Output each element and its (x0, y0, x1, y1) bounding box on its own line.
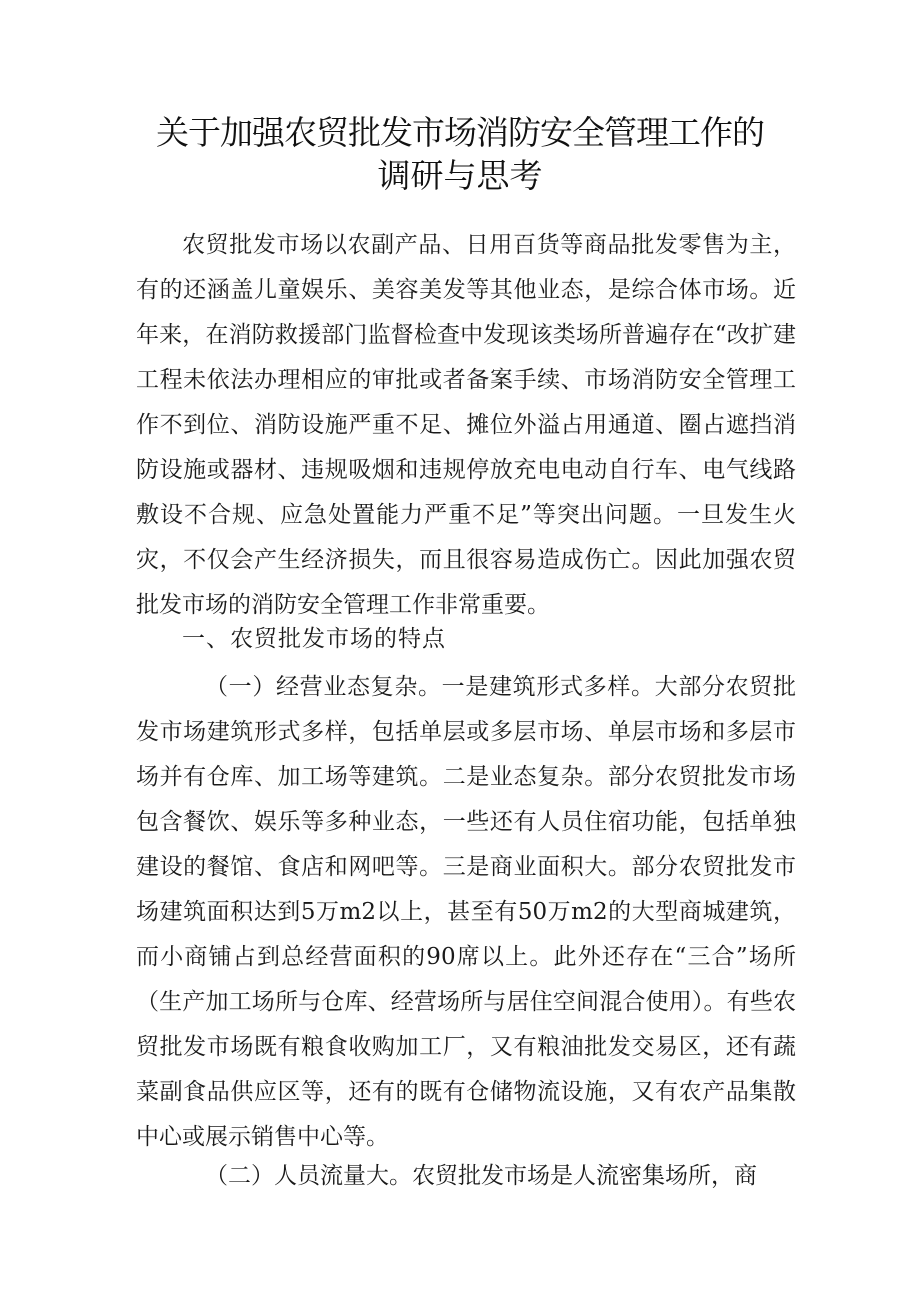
document-title-line-2: 调研与思考 (377, 156, 543, 195)
document-title-line-1: 关于加强农贸批发市场消防安全管理工作的 (156, 113, 764, 152)
body-paragraph-point-2: （二）人员流量大。农贸批发市场是人流密集场所，商 (205, 1163, 757, 1189)
intro-paragraph: 农贸批发市场以农副产品、日用百货等商品批发零售为主，有的还涵盖儿童娱乐、美容美发等其他业态，是综合体市场。近年来，在消防救援部门监督检查中发现该类场所普遍存在“改扩建工程未依法办理相应的审批或者备案手续、市场消防安全管理工作不到位、消防设施严重不足、摊位外溢占用通道、圈占遮挡消防设施或器材、违规吸烟和违规停放充电电动自行车、电气线路敷设不合规、应急处置能力严重不足”等突出问题。一旦发生火灾，不仅会产生经济损失，而且很容易造成伤亡。因此加强农贸批发市场的消防安全管理工作非常重要。 (136, 232, 796, 618)
body-paragraph-point-1: （一）经营业态复杂。一是建筑形式多样。大部分农贸批发市场建筑形式多样，包括单层或多层市场、单层市场和多层市场并有仓库、加工场等建筑。二是业态复杂。部分农贸批发市场包含餐饮、娱乐等多种业态，一些还有人员住宿功能，包括单独建设的餐馆、食店和网吧等。三是商业面积大。部分农贸批发市场建筑面积达到5万m2以上，甚至有50万m2的大型商城建筑，而小商铺占到总经营面积的90席以上。此外还存在“三合”场所（生产加工场所与仓库、经营场所与居住空间混合使用）。有些农贸批发市场既有粮食收购加工厂，又有粮油批发交易区，还有蔬菜副食品供应区等，还有的既有仓储物流设施，又有农产品集散中心或展示销售中心等。 (136, 674, 796, 1150)
section-heading: 一、农贸批发市场的特点 (182, 626, 446, 652)
